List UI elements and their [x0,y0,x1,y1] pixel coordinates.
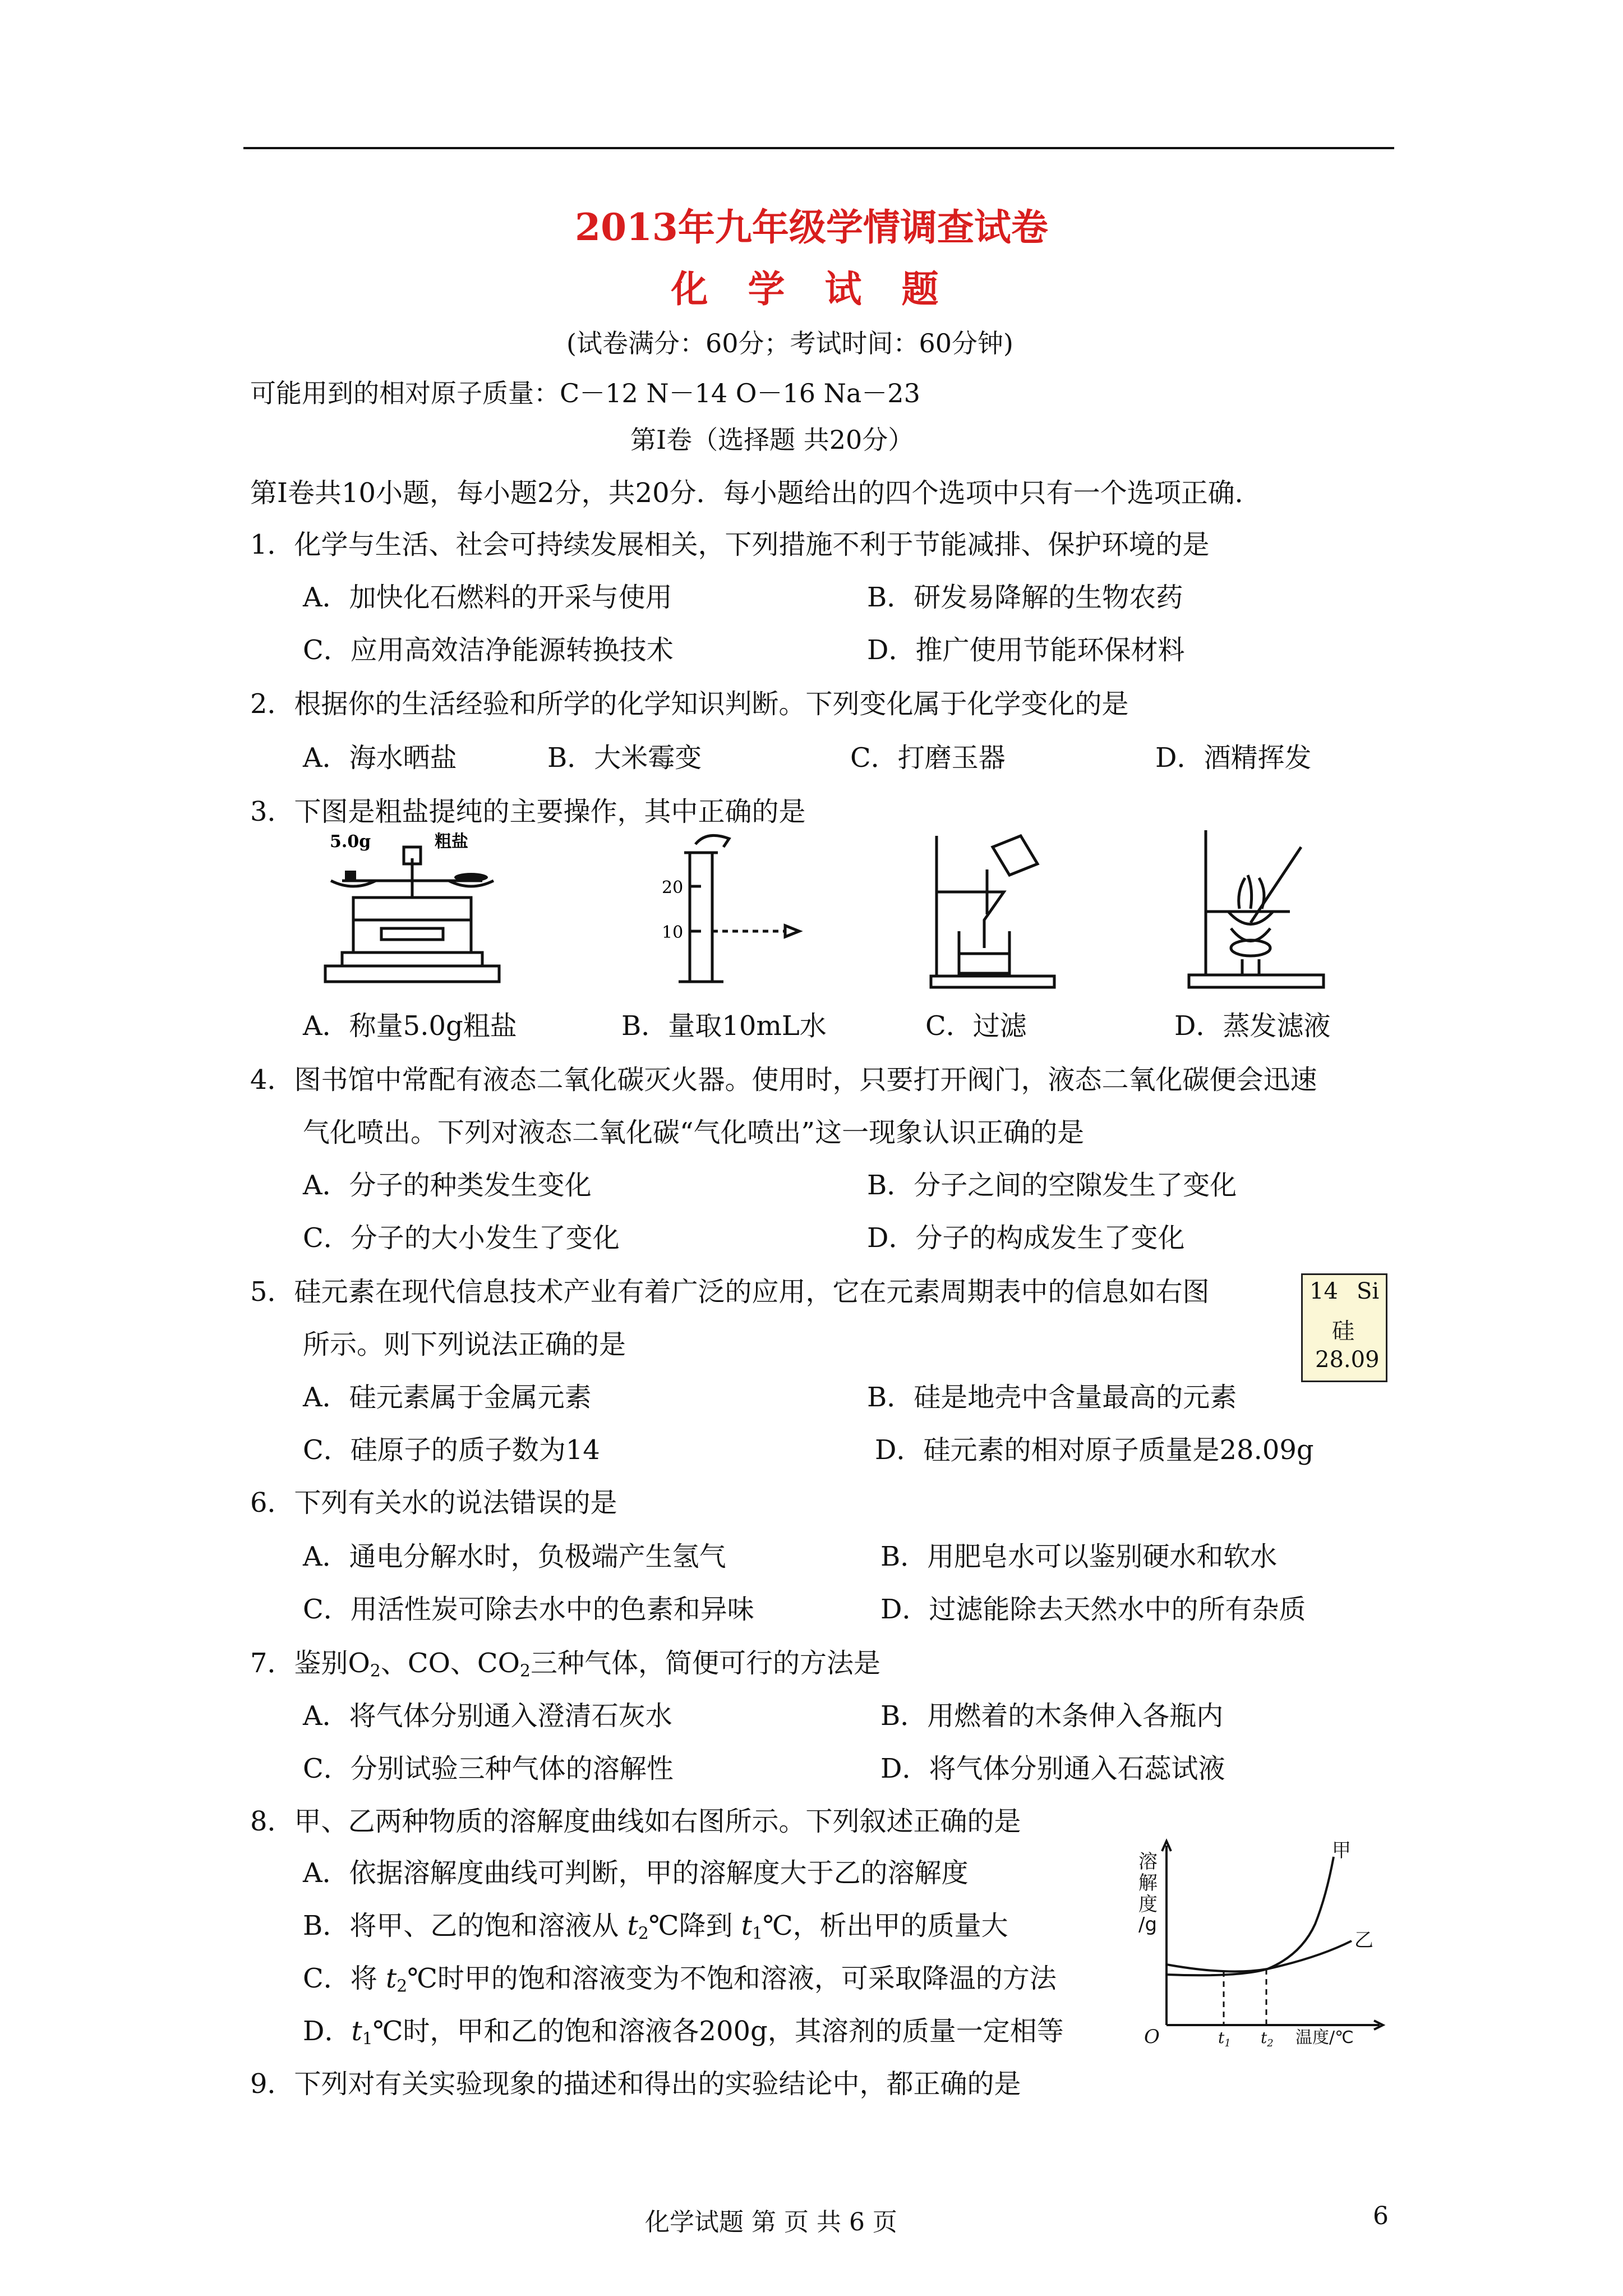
question-6-stem: 6．下列有关水的说法错误的是 [250,1487,617,1519]
question-6-option-d: D．过滤能除去天然水中的所有杂质 [880,1594,1306,1625]
question-2-option-d: D．酒精挥发 [1155,742,1312,774]
question-1-option-c: C．应用高效洁净能源转换技术 [303,634,674,666]
silicon-name: 硅 [1332,1318,1354,1344]
solubility-curve-chart [1127,1834,1396,2047]
question-7-stem [250,1641,880,1681]
cylinder-tick-20: 20 [662,878,684,898]
question-7-option-a: A．将气体分别通入澄清石灰水 [303,1700,672,1732]
question-3-stem: 3．下图是粗盐提纯的主要操作，其中正确的是 [250,796,806,827]
question-4-option-d: D．分子的构成发生了变化 [867,1222,1185,1254]
cylinder-tick-10: 10 [662,923,684,942]
q8b-t-2: t [741,1910,753,1941]
chart-ylabel-1: 溶 [1138,1851,1158,1873]
footer-page-info: 化学试题 第 页 共 6 页 [645,2208,897,2237]
chart-ylabel-3: 度 [1138,1893,1158,1916]
q8b-text-1: B．将甲、乙的饱和溶液从 [303,1910,628,1941]
evaporation-figure [1178,825,1346,993]
q8b-sub-2: 2 [638,1924,649,1944]
chart-series-yi: 乙 [1354,1929,1373,1952]
q8d-text-1: D． [303,2016,352,2047]
question-2-option-b: B．大米霉变 [547,742,702,774]
question-2-option-c: C．打磨玉器 [850,742,1006,774]
chart-series-jia: 甲 [1332,1839,1351,1862]
question-3-option-b: B．量取10mL水 [621,1010,827,1042]
question-7-option-d: D．将气体分别通入石蕊试液 [880,1753,1225,1784]
silicon-atomic-number: 14 [1310,1278,1338,1304]
q8d-text-2: ℃时，甲和乙的饱和溶液各200g，其溶剂的质量一定相等 [372,2016,1064,2047]
question-3-option-c: C．过滤 [925,1010,1027,1042]
question-5-option-d: D．硅元素的相对原子质量是28.09g [875,1434,1314,1466]
question-5-option-a: A．硅元素属于金属元素 [303,1382,592,1413]
question-2-option-a: A．海水晒盐 [303,742,457,774]
question-3-option-a: A．称量5.0g粗盐 [303,1010,517,1042]
chart-ylabel-4: /g [1138,1913,1158,1936]
exam-info: (试卷满分：60分；考试时间：60分钟) [566,328,1013,358]
question-5-option-c: C．硅原子的质子数为14 [303,1434,600,1466]
question-5-stem: 5．硅元素在现代信息技术产业有着广泛的应用，它在元素周期表中的信息如右图 [250,1276,1210,1308]
question-9-stem: 9．下列对有关实验现象的描述和得出的实验结论中，都正确的是 [250,2068,1021,2100]
question-1-option-b: B．研发易降解的生物农药 [867,582,1183,613]
q8b-text-3: ℃，析出甲的质量大 [762,1910,1008,1941]
q8d-sub-1: 1 [362,2029,373,2049]
question-8-stem: 8．甲、乙两种物质的溶解度曲线如右图所示。下列叙述正确的是 [250,1806,1021,1837]
chart-tick-t1-sub: 1 [1224,2037,1231,2049]
question-3-option-d: D．蒸发滤液 [1174,1010,1331,1042]
atomic-masses: 可能用到的相对原子质量：C－12 N－14 O－16 Na－23 [250,378,920,408]
silicon-symbol: Si [1357,1278,1380,1304]
q7-sub-2: 2 [520,1661,531,1681]
q8b-t: t [627,1910,638,1941]
question-1-option-d: D．推广使用节能环保材料 [867,634,1185,666]
balance-figure [320,832,505,987]
question-4-option-a: A．分子的种类发生变化 [303,1170,592,1201]
q7-stem-prefix: 7．鉴别O [250,1648,370,1679]
exam-title: 2013年九年级学情调查试卷 [575,205,1048,249]
chart-ylabel-2: 解 [1138,1872,1158,1894]
chart-origin: O [1144,2026,1160,2048]
footer-page-number: 6 [1373,2202,1389,2230]
question-8-option-d [303,2009,1064,2049]
question-8-option-c [303,1957,1057,1996]
question-1-stem: 1．化学与生活、社会可持续发展相关，下列措施不利于节能减排、保护环境的是 [250,529,1210,560]
exam-subtitle: 化 学 试 题 [671,267,952,311]
balance-mass-label: 5.0g [330,832,371,852]
q8c-sub-2: 2 [396,1976,408,1996]
chart-tick-t2 [1261,2028,1274,2049]
q7-stem-suffix: 三种气体，简便可行的方法是 [530,1648,880,1679]
q8b-text-2: ℃降到 [648,1910,741,1941]
q8c-text-1: C．将 [303,1963,386,1994]
question-4-option-b: B．分子之间的空隙发生了变化 [867,1170,1237,1201]
q8d-t: t [351,2016,362,2047]
silicon-element-card [1301,1273,1387,1382]
q8c-t: t [386,1963,397,1994]
question-7-option-c: C．分别试验三种气体的溶解性 [303,1753,674,1784]
cylinder-figure [656,830,824,993]
chart-xlabel: 温度/℃ [1295,2028,1354,2047]
question-2-stem: 2．根据你的生活经验和所学的化学知识判断。下列变化属于化学变化的是 [250,688,1129,720]
q8b-sub-1: 1 [752,1924,763,1944]
q7-stem-mid: 、CO、CO [380,1648,520,1679]
question-6-option-b: B．用肥皂水可以鉴别硬水和软水 [880,1541,1278,1572]
chart-tick-t1 [1218,2028,1231,2049]
question-8-option-b [303,1904,1008,1943]
question-5-stem-cont: 所示。则下列说法正确的是 [303,1329,626,1360]
question-4-stem: 4．图书馆中常配有液态二氧化碳灭火器。使用时，只要打开阀门，液态二氧化碳便会迅速 [250,1064,1317,1096]
question-5-option-b: B．硅是地壳中含量最高的元素 [867,1382,1237,1413]
question-4-stem-cont: 气化喷出。下列对液态二氧化碳“气化喷出”这一现象认识正确的是 [303,1117,1085,1148]
curve-yi [1166,1941,1352,1972]
question-6-option-a: A．通电分解水时，负极端产生氢气 [303,1541,726,1572]
question-8-option-a: A．依据溶解度曲线可判断，甲的溶解度大于乙的溶解度 [303,1857,969,1889]
question-4-option-c: C．分子的大小发生了变化 [303,1222,620,1254]
q7-sub-1: 2 [370,1661,381,1681]
filtration-figure [925,830,1060,993]
top-rule [243,147,1394,149]
question-6-option-c: C．用活性炭可除去水中的色素和异味 [303,1594,754,1625]
instructions: 第Ⅰ卷共10小题，每小题2分，共20分．每小题给出的四个选项中只有一个选项正确． [250,477,1262,509]
chart-tick-t2-sub: 2 [1267,2037,1274,2049]
q8c-text-2: ℃时甲的饱和溶液变为不饱和溶液，可采取降温的方法 [407,1963,1057,1994]
question-1-option-a: A．加快化石燃料的开采与使用 [303,582,672,613]
chart-tick-t2-letter: t [1261,2028,1267,2047]
silicon-atomic-mass: 28.09 [1315,1347,1380,1373]
chart-tick-t1-letter: t [1218,2028,1225,2047]
section-heading: 第Ⅰ卷（选择题 共20分） [630,425,914,455]
question-7-option-b: B．用燃着的木条伸入各瓶内 [880,1700,1224,1732]
balance-salt-label: 粗盐 [435,832,468,852]
